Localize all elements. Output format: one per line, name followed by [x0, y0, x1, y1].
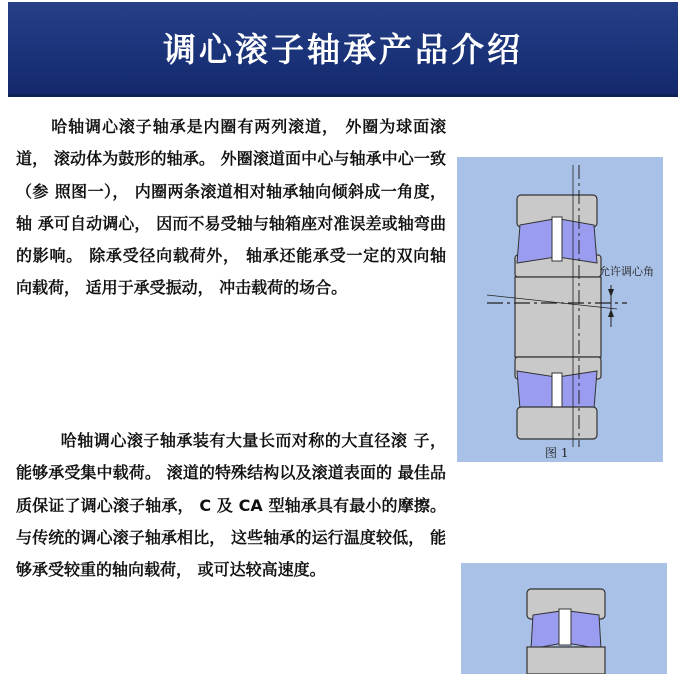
roller-left — [531, 611, 563, 649]
roller-top-right — [558, 219, 597, 263]
bearing-diagram — [457, 157, 663, 462]
roller-right — [567, 611, 601, 649]
guide-ring — [559, 609, 571, 645]
bearing-detail-figure — [461, 563, 667, 674]
title-banner — [8, 2, 678, 97]
outer-ring-bottom — [517, 407, 597, 439]
figure-caption: 图 1 — [545, 446, 569, 460]
bearing-cross-section-figure — [457, 157, 663, 462]
cage-top — [552, 217, 562, 261]
roller-top-left — [517, 219, 556, 263]
angle-arrow-top — [608, 289, 614, 297]
inner-ring — [527, 647, 605, 674]
page-title: 调心滚子轴承产品介绍 — [163, 30, 523, 69]
shaft-section — [515, 277, 601, 357]
allowed-angle-label: 允许调心角 — [599, 265, 654, 278]
features-paragraph: 哈轴调心滚子轴承装有大量长而对称的大直径滚 子， 能够承受集中载荷。 滚道的特殊结构以及滚道表面的 最佳品质保证了调心滚子轴承， C 及 CA 型轴承具有最小的摩擦。 与传统的调心滚子轴承相比， 这些轴承的运行温度较低， 能够承受较重的轴向载荷， 或可达较高速度。 — [16, 431, 446, 580]
bearing-detail-diagram — [461, 563, 667, 674]
intro-paragraph: 哈轴调心滚子轴承是内圈有两列滚道， 外圈为球面滚道， 滚动体为鼓形的轴承。 外圈滚道面中心与轴承中心一致 （参 照图一）， 内圈两条滚道相对轴承轴向倾斜成一角度， 轴 承可自动调心， 因而不易受轴与轴箱座对准误差或轴弯曲 的影响。 除承受径向载荷外， 轴承还能承受一定的双向轴 向载荷， 适用于承受振动， 冲击载荷的场合。 — [16, 117, 446, 298]
angle-arrow-bottom — [608, 309, 614, 317]
